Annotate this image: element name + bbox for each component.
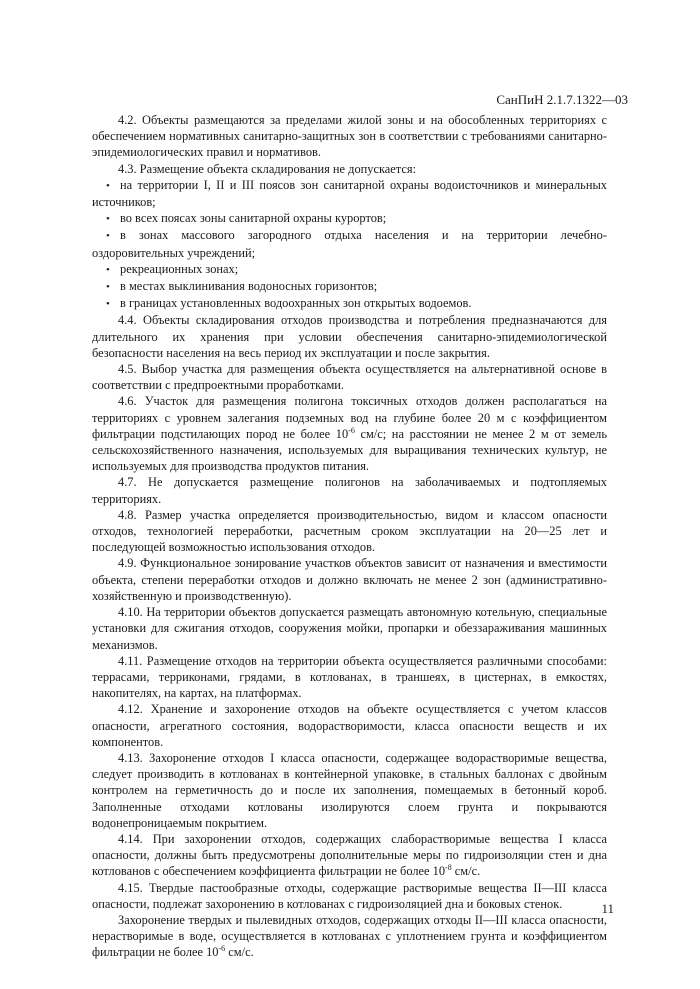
restriction-list [92, 177, 607, 313]
paragraph-4-9: 4.9. Функциональное зонирование участков объектов зависит от назначения и вместимости объекта, степени переработки отходов и должно включать не менее 2 зон (административно-хозяйственную и производственную). [92, 556, 607, 603]
paragraph-4-13: 4.13. Захоронение отходов I класса опасности, содержащее водорастворимые вещества, следует производить в котлованах в контейнерной упаковке, в стальных баллонах с двойным контролем на герметичность до и после их заполнения, помещаемых в бетонный короб. Заполненные отходами котлованы изолируются слоем грунта и покрываются водонепроницаемым покрытием. [92, 750, 607, 830]
paragraph-4-7: 4.7. Не допускается размещение полигонов на заболачиваемых и подтопляемых территориях. [92, 475, 607, 506]
list-item: • в местах выклинивания водоносных горизонтов; [92, 278, 607, 295]
paragraph-4-12: 4.12. Хранение и захоронение отходов на объекте осуществляется с учетом классов опасности, агрегатного состояния, водорастворимости, класса опасности веществ и их компонентов. [92, 702, 607, 749]
bullet-icon: • [106, 213, 110, 226]
list-item: • во всех поясах зоны санитарной охраны курортов; [92, 210, 607, 227]
bullet-icon: • [106, 281, 110, 294]
paragraph-4-11: 4.11. Размещение отходов на территории объекта осуществляется различными способами: террасами, терриконами, грядами, в котлованах, в траншеях, в цистернах, в емкостях, накопителях, на картах, на платформах. [92, 653, 607, 701]
paragraph-4-10: 4.10. На территории объектов допускается размещать автономную котельную, специальные установки для сжигания отходов, сооружения мойки, пропарки и обеззараживания машинных механизмов. [92, 605, 607, 652]
page-number: 11 [601, 901, 614, 916]
paragraph-4-15: 4.15. Твердые пастообразные отходы, содержащие растворимые вещества II—III класса опасности, подлежат захоронению в котлованах с гидроизоляцией дна и боковых стенок. [92, 880, 607, 911]
exponent: -6 [348, 425, 355, 435]
paragraph-4-4: 4.4. Объекты складирования отходов производства и потребления предназначаются для длительного их хранения при условии обеспечения санитарно-эпидемиологической безопасности населения на весь период их эксплуатации и после закрытия. [92, 313, 607, 360]
exponent: -8 [445, 863, 452, 873]
document-body [92, 112, 607, 961]
bullet-icon: • [106, 179, 110, 192]
paragraph-4-3: 4.3. Размещение объекта складирования не допускается: [118, 161, 417, 176]
document-code-header: СанПиН 2.1.7.1322—03 [496, 92, 628, 107]
paragraph-solid-dust-waste: Захоронение твердых и пылевидных отходов, содержащих отходы II—III класса опасности, нерастворимые в воде, осуществляется в котлованах с уплотнением грунта и коэффициентом фильтрации не более $10^{-6}$ см/с. [92, 912, 607, 960]
paragraph-4-5: 4.5. Выбор участка для размещения объекта осуществляется на альтернативной основе в соответствии с предпроектными проработками. [92, 362, 607, 393]
bullet-icon: • [106, 230, 110, 243]
paragraph-4-6: 4.6. Участок для размещения полигона токсичных отходов должен располагаться на территориях с уровнем залегания подземных вод на глубине более 20 м с коэффициентом фильтрации подстилающих пород не более $10^{-6}$ см/с; на расстоянии не менее 2 м от земель сельскохозяйственного назначения, используемых для выращивания технических культур, не используемых для производства продуктов питания. [92, 394, 607, 474]
paragraph-4-14: 4.14. При захоронении отходов, содержащих слаборастворимые вещества I класса опасности, должны быть предусмотрены дополнительные меры по гидроизоляции стен и дна котлованов с обеспечением коэффициента фильтрации не более $10^{-8}$ см/с. [92, 831, 607, 879]
paragraph-4-2: 4.2. Объекты размещаются за пределами жилой зоны и на обособленных территориях с обеспечением нормативных санитарно-защитных зон в соответствии с требованиями санитарно-эпидемиологических правил и нормативов. [92, 113, 607, 160]
list-item: • на территории I, II и III поясов зон санитарной охраны водоисточников и минеральных источников; [92, 177, 607, 210]
list-item: • в зонах массового загородного отдыха населения и на территории лечебно-оздоровительных учреждений; [92, 228, 607, 260]
paragraph-4-8: 4.8. Размер участка определяется производительностью, видом и классом опасности отходов, технологией переработки, расчетным сроком эксплуатации на 20—25 лет и последующей возможностью использования отходов. [92, 507, 607, 555]
bullet-icon: • [106, 263, 110, 276]
bullet-icon: • [106, 298, 110, 311]
exponent: -6 [218, 944, 226, 954]
list-item: • в границах установленных водоохранных зон открытых водоемов. [92, 295, 607, 312]
list-item: • рекреационных зонах; [92, 261, 607, 278]
